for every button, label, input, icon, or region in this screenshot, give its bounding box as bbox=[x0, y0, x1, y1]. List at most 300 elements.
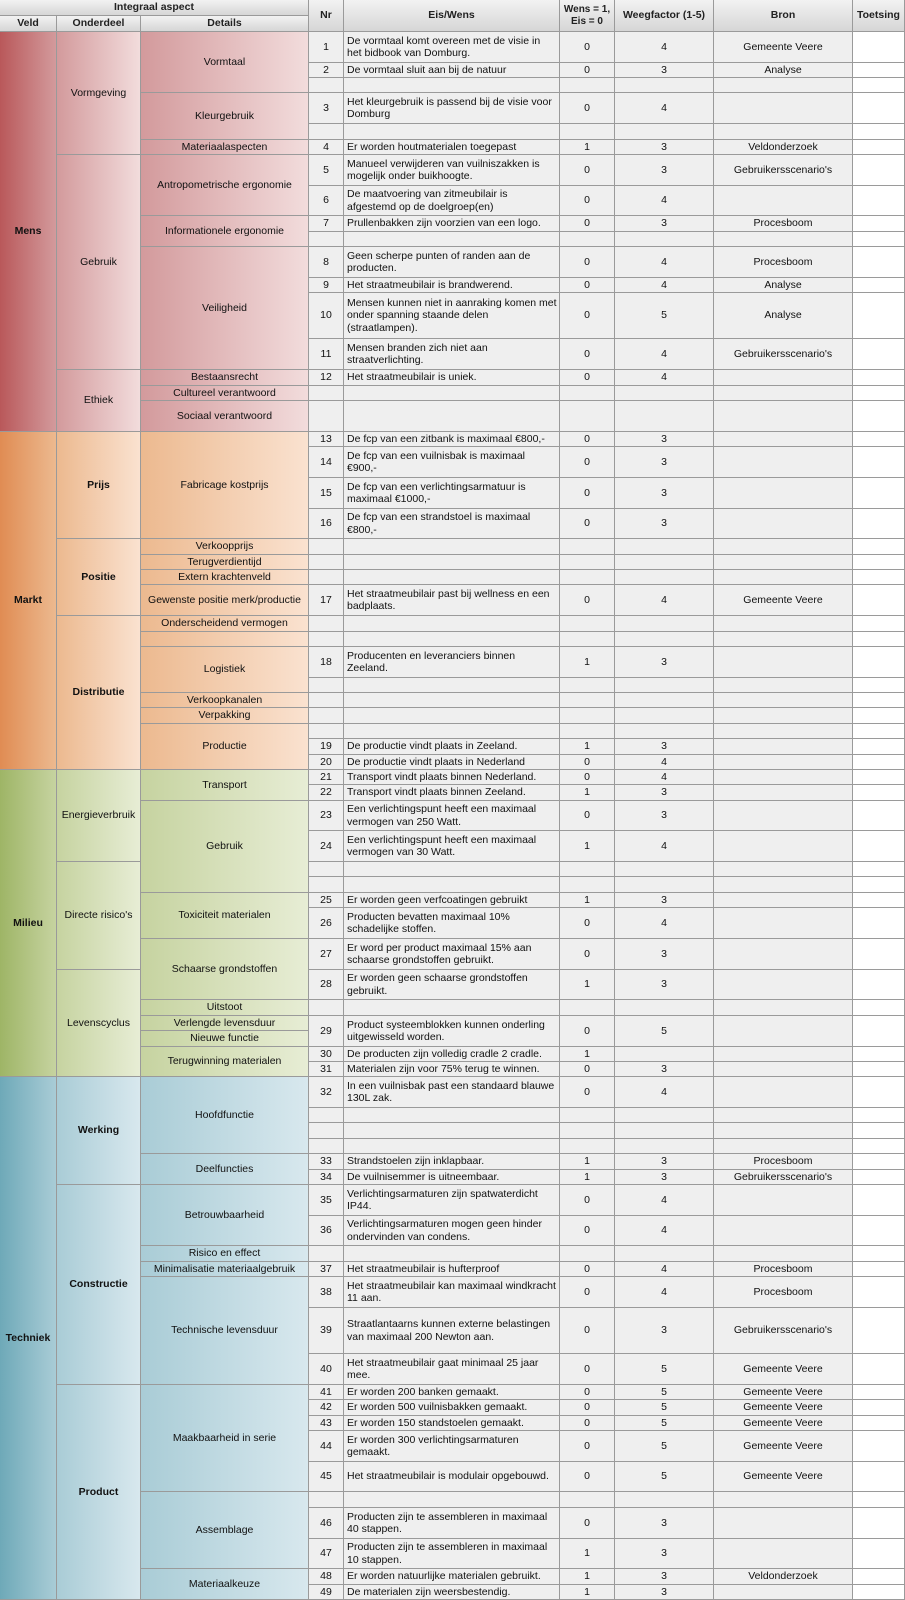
eis-cell: Er worden geen verfcoatingen gebruikt bbox=[344, 893, 560, 908]
nr-cell bbox=[309, 401, 344, 432]
wens-cell: 0 bbox=[560, 339, 615, 370]
eis-cell bbox=[344, 78, 560, 93]
toetsing-cell bbox=[853, 1416, 905, 1431]
bron-cell bbox=[714, 432, 853, 447]
nr-cell bbox=[309, 1108, 344, 1123]
wens-cell bbox=[560, 232, 615, 247]
eis-cell: De fcp van een strandstoel is maximaal €800,- bbox=[344, 509, 560, 539]
wens-cell bbox=[560, 1000, 615, 1016]
bron-cell bbox=[714, 862, 853, 877]
eis-cell: De fcp van een zitbank is maximaal €800,- bbox=[344, 432, 560, 447]
detail-cell: Verpakking bbox=[141, 708, 309, 724]
eis-cell bbox=[344, 570, 560, 585]
toetsing-cell bbox=[853, 186, 905, 216]
detail-cell: Kleurgebruik bbox=[141, 93, 309, 140]
eis-cell: Er worden houtmaterialen toegepast bbox=[344, 140, 560, 155]
toetsing-cell bbox=[853, 908, 905, 939]
toetsing-cell bbox=[853, 78, 905, 93]
header-toetsing: Toetsing bbox=[853, 0, 905, 32]
weegfactor-cell bbox=[615, 1000, 714, 1016]
weegfactor-cell bbox=[615, 632, 714, 647]
bron-cell bbox=[714, 1108, 853, 1123]
onderdeel-cell: Ethiek bbox=[57, 370, 141, 432]
nr-cell: 3 bbox=[309, 93, 344, 124]
weegfactor-cell: 5 bbox=[615, 1462, 714, 1492]
toetsing-cell bbox=[853, 1185, 905, 1216]
toetsing-cell bbox=[853, 1508, 905, 1539]
wens-cell bbox=[560, 632, 615, 647]
wens-cell: 0 bbox=[560, 1308, 615, 1354]
wens-cell bbox=[560, 678, 615, 693]
weegfactor-cell: 4 bbox=[615, 585, 714, 616]
wens-cell: 0 bbox=[560, 1262, 615, 1277]
wens-cell: 0 bbox=[560, 939, 615, 970]
header-weegfactor: Weegfactor (1-5) bbox=[615, 0, 714, 32]
weegfactor-cell: 3 bbox=[615, 1539, 714, 1569]
header-eis-line: Eis = 0 bbox=[571, 15, 603, 27]
detail-cell: Technische levensduur bbox=[141, 1277, 309, 1385]
bron-cell bbox=[714, 555, 853, 570]
detail-cell: Risico en effect bbox=[141, 1246, 309, 1262]
nr-cell: 48 bbox=[309, 1569, 344, 1585]
toetsing-cell bbox=[853, 616, 905, 632]
toetsing-cell bbox=[853, 1077, 905, 1108]
nr-cell: 12 bbox=[309, 370, 344, 386]
toetsing-cell bbox=[853, 509, 905, 539]
eis-cell bbox=[344, 386, 560, 401]
eis-cell: Manueel verwijderen van vuilniszakken is mogelijk onder buikhoogte. bbox=[344, 155, 560, 186]
eis-cell: Transport vindt plaats binnen Nederland. bbox=[344, 770, 560, 785]
eis-cell: De producten zijn volledig cradle 2 cradle. bbox=[344, 1047, 560, 1062]
weegfactor-cell: 4 bbox=[615, 1277, 714, 1308]
bron-cell bbox=[714, 124, 853, 140]
weegfactor-cell: 3 bbox=[615, 155, 714, 186]
wens-cell: 1 bbox=[560, 1154, 615, 1170]
eis-cell: Strandstoelen zijn inklapbaar. bbox=[344, 1154, 560, 1170]
bron-cell bbox=[714, 1123, 853, 1139]
toetsing-cell bbox=[853, 1400, 905, 1416]
onderdeel-cell: Gebruik bbox=[57, 155, 141, 370]
toetsing-cell bbox=[853, 970, 905, 1000]
eis-cell bbox=[344, 877, 560, 893]
weegfactor-cell: 4 bbox=[615, 908, 714, 939]
toetsing-cell bbox=[853, 785, 905, 801]
eis-cell: Het straatmeubilair is modulair opgebouwd. bbox=[344, 1462, 560, 1492]
nr-cell: 31 bbox=[309, 1062, 344, 1077]
bron-cell bbox=[714, 693, 853, 708]
eis-cell: Het straatmeubilair is uniek. bbox=[344, 370, 560, 386]
detail-cell: Nieuwe functie bbox=[141, 1031, 309, 1047]
weegfactor-cell bbox=[615, 1246, 714, 1262]
bron-cell bbox=[714, 801, 853, 831]
eis-cell: Er worden natuurlijke materialen gebruikt. bbox=[344, 1569, 560, 1585]
toetsing-cell bbox=[853, 1308, 905, 1354]
toetsing-cell bbox=[853, 1462, 905, 1492]
bron-cell: Analyse bbox=[714, 293, 853, 339]
toetsing-cell bbox=[853, 278, 905, 293]
weegfactor-cell bbox=[615, 724, 714, 739]
bron-cell: Gemeente Veere bbox=[714, 1400, 853, 1416]
toetsing-cell bbox=[853, 386, 905, 401]
veld-cell: Milieu bbox=[0, 770, 57, 1077]
wens-cell: 0 bbox=[560, 293, 615, 339]
toetsing-cell bbox=[853, 1246, 905, 1262]
eis-cell bbox=[344, 124, 560, 140]
eis-cell: Er worden 150 standstoelen gemaakt. bbox=[344, 1416, 560, 1431]
wens-cell: 0 bbox=[560, 1216, 615, 1246]
toetsing-cell bbox=[853, 216, 905, 232]
eis-cell bbox=[344, 1492, 560, 1508]
toetsing-cell bbox=[853, 1385, 905, 1400]
eis-cell: Een verlichtingspunt heeft een maximaal vermogen van 30 Watt. bbox=[344, 831, 560, 862]
nr-cell: 1 bbox=[309, 32, 344, 63]
weegfactor-cell: 3 bbox=[615, 1062, 714, 1077]
wens-cell: 0 bbox=[560, 1077, 615, 1108]
toetsing-cell bbox=[853, 1262, 905, 1277]
detail-cell: Extern krachtenveld bbox=[141, 570, 309, 585]
toetsing-cell bbox=[853, 1154, 905, 1170]
bron-cell bbox=[714, 616, 853, 632]
nr-cell: 36 bbox=[309, 1216, 344, 1246]
detail-cell: Logistiek bbox=[141, 647, 309, 693]
weegfactor-cell bbox=[615, 401, 714, 432]
wens-cell: 0 bbox=[560, 1462, 615, 1492]
weegfactor-cell: 3 bbox=[615, 216, 714, 232]
eis-cell: Het straatmeubilair is brandwerend. bbox=[344, 278, 560, 293]
toetsing-cell bbox=[853, 1000, 905, 1016]
toetsing-cell bbox=[853, 801, 905, 831]
nr-cell bbox=[309, 1000, 344, 1016]
weegfactor-cell: 3 bbox=[615, 140, 714, 155]
bron-cell: Procesboom bbox=[714, 216, 853, 232]
wens-cell: 0 bbox=[560, 1062, 615, 1077]
detail-cell: Schaarse grondstoffen bbox=[141, 939, 309, 1000]
eis-cell bbox=[344, 555, 560, 570]
weegfactor-cell: 3 bbox=[615, 63, 714, 78]
detail-cell: Vormtaal bbox=[141, 32, 309, 93]
wens-cell: 0 bbox=[560, 1016, 615, 1047]
nr-cell: 41 bbox=[309, 1385, 344, 1400]
weegfactor-cell bbox=[615, 1139, 714, 1154]
weegfactor-cell: 4 bbox=[615, 370, 714, 386]
wens-cell: 0 bbox=[560, 509, 615, 539]
toetsing-cell bbox=[853, 339, 905, 370]
detail-cell: Assemblage bbox=[141, 1492, 309, 1569]
eis-cell: Producten zijn te assembleren in maximaal 40 stappen. bbox=[344, 1508, 560, 1539]
eis-cell: Het straatmeubilair past bij wellness en een badplaats. bbox=[344, 585, 560, 616]
bron-cell bbox=[714, 739, 853, 755]
toetsing-cell bbox=[853, 693, 905, 708]
nr-cell: 29 bbox=[309, 1016, 344, 1047]
wens-cell: 1 bbox=[560, 1585, 615, 1600]
weegfactor-cell: 4 bbox=[615, 339, 714, 370]
weegfactor-cell bbox=[615, 555, 714, 570]
toetsing-cell bbox=[853, 140, 905, 155]
wens-cell bbox=[560, 401, 615, 432]
bron-cell bbox=[714, 478, 853, 509]
wens-cell: 1 bbox=[560, 831, 615, 862]
toetsing-cell bbox=[853, 939, 905, 970]
onderdeel-cell: Positie bbox=[57, 539, 141, 616]
weegfactor-cell bbox=[615, 124, 714, 140]
toetsing-cell bbox=[853, 539, 905, 555]
veld-cell: Markt bbox=[0, 432, 57, 770]
bron-cell bbox=[714, 570, 853, 585]
bron-cell: Gemeente Veere bbox=[714, 585, 853, 616]
toetsing-cell bbox=[853, 63, 905, 78]
nr-cell bbox=[309, 693, 344, 708]
wens-cell: 1 bbox=[560, 893, 615, 908]
wens-cell: 1 bbox=[560, 1569, 615, 1585]
wens-cell: 1 bbox=[560, 647, 615, 678]
detail-cell: Toxiciteit materialen bbox=[141, 893, 309, 939]
detail-cell: Betrouwbaarheid bbox=[141, 1185, 309, 1246]
nr-cell: 10 bbox=[309, 293, 344, 339]
wens-cell: 0 bbox=[560, 1416, 615, 1431]
toetsing-cell bbox=[853, 678, 905, 693]
wens-cell: 0 bbox=[560, 247, 615, 278]
wens-cell: 1 bbox=[560, 970, 615, 1000]
weegfactor-cell bbox=[615, 1492, 714, 1508]
weegfactor-cell bbox=[615, 693, 714, 708]
wens-cell: 0 bbox=[560, 1508, 615, 1539]
nr-cell: 37 bbox=[309, 1262, 344, 1277]
nr-cell bbox=[309, 570, 344, 585]
weegfactor-cell: 5 bbox=[615, 1431, 714, 1462]
bron-cell: Gemeente Veere bbox=[714, 1385, 853, 1400]
weegfactor-cell bbox=[615, 570, 714, 585]
detail-cell: Minimalisatie materiaalgebruik bbox=[141, 1262, 309, 1277]
eis-cell: Mensen kunnen niet in aanraking komen met onder spanning staande delen (straatlampen). bbox=[344, 293, 560, 339]
wens-cell bbox=[560, 1139, 615, 1154]
eis-cell bbox=[344, 616, 560, 632]
eis-cell: De vuilnisemmer is uitneembaar. bbox=[344, 1170, 560, 1185]
toetsing-cell bbox=[853, 1354, 905, 1385]
bron-cell bbox=[714, 877, 853, 893]
wens-cell: 0 bbox=[560, 447, 615, 478]
detail-cell: Sociaal verantwoord bbox=[141, 401, 309, 432]
detail-cell: Gebruik bbox=[141, 801, 309, 893]
bron-cell bbox=[714, 1000, 853, 1016]
eis-cell bbox=[344, 678, 560, 693]
bron-cell bbox=[714, 632, 853, 647]
bron-cell: Gemeente Veere bbox=[714, 1416, 853, 1431]
weegfactor-cell: 4 bbox=[615, 1216, 714, 1246]
nr-cell: 5 bbox=[309, 155, 344, 186]
weegfactor-cell: 4 bbox=[615, 186, 714, 216]
bron-cell bbox=[714, 647, 853, 678]
weegfactor-cell: 3 bbox=[615, 647, 714, 678]
wens-cell: 0 bbox=[560, 585, 615, 616]
detail-cell: Verlengde levensduur bbox=[141, 1016, 309, 1031]
weegfactor-cell: 4 bbox=[615, 93, 714, 124]
onderdeel-cell: Constructie bbox=[57, 1185, 141, 1385]
wens-cell: 1 bbox=[560, 785, 615, 801]
toetsing-cell bbox=[853, 755, 905, 770]
toetsing-cell bbox=[853, 1123, 905, 1139]
bron-cell: Gebruikersscenario's bbox=[714, 1308, 853, 1354]
toetsing-cell bbox=[853, 724, 905, 739]
eis-cell: Producenten en leveranciers binnen Zeeland. bbox=[344, 647, 560, 678]
wens-cell: 0 bbox=[560, 801, 615, 831]
detail-cell: Terugverdientijd bbox=[141, 555, 309, 570]
wens-cell: 1 bbox=[560, 1539, 615, 1569]
bron-cell bbox=[714, 1492, 853, 1508]
nr-cell: 19 bbox=[309, 739, 344, 755]
toetsing-cell bbox=[853, 1216, 905, 1246]
bron-cell: Procesboom bbox=[714, 1277, 853, 1308]
eis-cell: Transport vindt plaats binnen Zeeland. bbox=[344, 785, 560, 801]
eis-cell bbox=[344, 539, 560, 555]
bron-cell bbox=[714, 1539, 853, 1569]
wens-cell: 0 bbox=[560, 908, 615, 939]
detail-cell: Transport bbox=[141, 770, 309, 801]
bron-cell bbox=[714, 93, 853, 124]
toetsing-cell bbox=[853, 293, 905, 339]
wens-cell bbox=[560, 708, 615, 724]
onderdeel-cell: Prijs bbox=[57, 432, 141, 539]
toetsing-cell bbox=[853, 877, 905, 893]
bron-cell bbox=[714, 724, 853, 739]
eis-cell bbox=[344, 693, 560, 708]
weegfactor-cell bbox=[615, 232, 714, 247]
nr-cell: 27 bbox=[309, 939, 344, 970]
eis-cell: Een verlichtingspunt heeft een maximaal vermogen van 250 Watt. bbox=[344, 801, 560, 831]
detail-cell: Fabricage kostprijs bbox=[141, 432, 309, 539]
bron-cell: Veldonderzoek bbox=[714, 1569, 853, 1585]
detail-cell: Maakbaarheid in serie bbox=[141, 1385, 309, 1492]
weegfactor-cell: 3 bbox=[615, 1154, 714, 1170]
eis-cell: Het kleurgebruik is passend bij de visie voor Domburg bbox=[344, 93, 560, 124]
toetsing-cell bbox=[853, 555, 905, 570]
wens-cell: 0 bbox=[560, 1354, 615, 1385]
wens-cell: 0 bbox=[560, 216, 615, 232]
weegfactor-cell bbox=[615, 1047, 714, 1062]
weegfactor-cell: 3 bbox=[615, 1508, 714, 1539]
toetsing-cell bbox=[853, 770, 905, 785]
bron-cell: Gebruikersscenario's bbox=[714, 339, 853, 370]
nr-cell bbox=[309, 616, 344, 632]
weegfactor-cell bbox=[615, 78, 714, 93]
weegfactor-cell: 3 bbox=[615, 509, 714, 539]
nr-cell bbox=[309, 1492, 344, 1508]
weegfactor-cell: 5 bbox=[615, 1016, 714, 1047]
wens-cell: 0 bbox=[560, 755, 615, 770]
nr-cell: 15 bbox=[309, 478, 344, 509]
eis-cell bbox=[344, 232, 560, 247]
detail-cell: Materiaalkeuze bbox=[141, 1569, 309, 1600]
detail-cell: Materiaalaspecten bbox=[141, 140, 309, 155]
bron-cell bbox=[714, 755, 853, 770]
toetsing-cell bbox=[853, 708, 905, 724]
nr-cell bbox=[309, 539, 344, 555]
wens-cell: 0 bbox=[560, 1277, 615, 1308]
nr-cell: 33 bbox=[309, 1154, 344, 1170]
nr-cell bbox=[309, 1246, 344, 1262]
nr-cell: 40 bbox=[309, 1354, 344, 1385]
nr-cell: 45 bbox=[309, 1462, 344, 1492]
detail-cell: Terugwinning materialen bbox=[141, 1047, 309, 1077]
nr-cell: 21 bbox=[309, 770, 344, 785]
toetsing-cell bbox=[853, 831, 905, 862]
weegfactor-cell bbox=[615, 386, 714, 401]
nr-cell bbox=[309, 877, 344, 893]
detail-cell: Veiligheid bbox=[141, 247, 309, 370]
header-nr: Nr bbox=[309, 0, 344, 32]
header-veld: Veld bbox=[0, 16, 57, 32]
eis-cell: Het straatmeubilair gaat minimaal 25 jaar mee. bbox=[344, 1354, 560, 1385]
toetsing-cell bbox=[853, 478, 905, 509]
weegfactor-cell bbox=[615, 1108, 714, 1123]
weegfactor-cell: 3 bbox=[615, 785, 714, 801]
weegfactor-cell: 5 bbox=[615, 1416, 714, 1431]
toetsing-cell bbox=[853, 247, 905, 278]
eis-cell: Straatlantaarns kunnen externe belastingen van maximaal 200 Newton aan. bbox=[344, 1308, 560, 1354]
nr-cell bbox=[309, 124, 344, 140]
nr-cell: 28 bbox=[309, 970, 344, 1000]
bron-cell bbox=[714, 386, 853, 401]
nr-cell: 6 bbox=[309, 186, 344, 216]
detail-cell: Deelfuncties bbox=[141, 1154, 309, 1185]
bron-cell bbox=[714, 970, 853, 1000]
wens-cell bbox=[560, 1492, 615, 1508]
bron-cell: Gebruikersscenario's bbox=[714, 155, 853, 186]
nr-cell: 39 bbox=[309, 1308, 344, 1354]
eis-cell: Er word per product maximaal 15% aan schaarse grondstoffen gebruikt. bbox=[344, 939, 560, 970]
bron-cell: Gemeente Veere bbox=[714, 32, 853, 63]
wens-cell: 0 bbox=[560, 432, 615, 447]
header-bron: Bron bbox=[714, 0, 853, 32]
onderdeel-cell: Werking bbox=[57, 1077, 141, 1185]
bron-cell bbox=[714, 908, 853, 939]
bron-cell bbox=[714, 186, 853, 216]
detail-cell: Informationele ergonomie bbox=[141, 216, 309, 247]
detail-cell: Gewenste positie merk/productie bbox=[141, 585, 309, 616]
eis-cell: De maatvoering van zitmeubilair is afgestemd op de doelgroep(en) bbox=[344, 186, 560, 216]
weegfactor-cell: 3 bbox=[615, 970, 714, 1000]
wens-cell bbox=[560, 570, 615, 585]
wens-cell bbox=[560, 539, 615, 555]
nr-cell: 17 bbox=[309, 585, 344, 616]
nr-cell: 4 bbox=[309, 140, 344, 155]
toetsing-cell bbox=[853, 432, 905, 447]
bron-cell bbox=[714, 370, 853, 386]
weegfactor-cell: 3 bbox=[615, 1170, 714, 1185]
detail-cell: Onderscheidend vermogen bbox=[141, 616, 309, 632]
wens-cell bbox=[560, 724, 615, 739]
wens-cell bbox=[560, 78, 615, 93]
wens-cell: 1 bbox=[560, 1170, 615, 1185]
nr-cell: 2 bbox=[309, 63, 344, 78]
eis-cell bbox=[344, 708, 560, 724]
weegfactor-cell: 3 bbox=[615, 1308, 714, 1354]
eis-cell bbox=[344, 1139, 560, 1154]
eis-cell: Het straatmeubilair kan maximaal windkracht 11 aan. bbox=[344, 1277, 560, 1308]
nr-cell bbox=[309, 724, 344, 739]
toetsing-cell bbox=[853, 1539, 905, 1569]
bron-cell: Gebruikersscenario's bbox=[714, 1170, 853, 1185]
nr-cell: 8 bbox=[309, 247, 344, 278]
wens-cell: 1 bbox=[560, 1047, 615, 1062]
bron-cell bbox=[714, 1047, 853, 1062]
bron-cell: Gemeente Veere bbox=[714, 1431, 853, 1462]
bron-cell bbox=[714, 447, 853, 478]
wens-cell bbox=[560, 1108, 615, 1123]
toetsing-cell bbox=[853, 93, 905, 124]
wens-cell: 0 bbox=[560, 155, 615, 186]
nr-cell: 18 bbox=[309, 647, 344, 678]
bron-cell: Procesboom bbox=[714, 1262, 853, 1277]
